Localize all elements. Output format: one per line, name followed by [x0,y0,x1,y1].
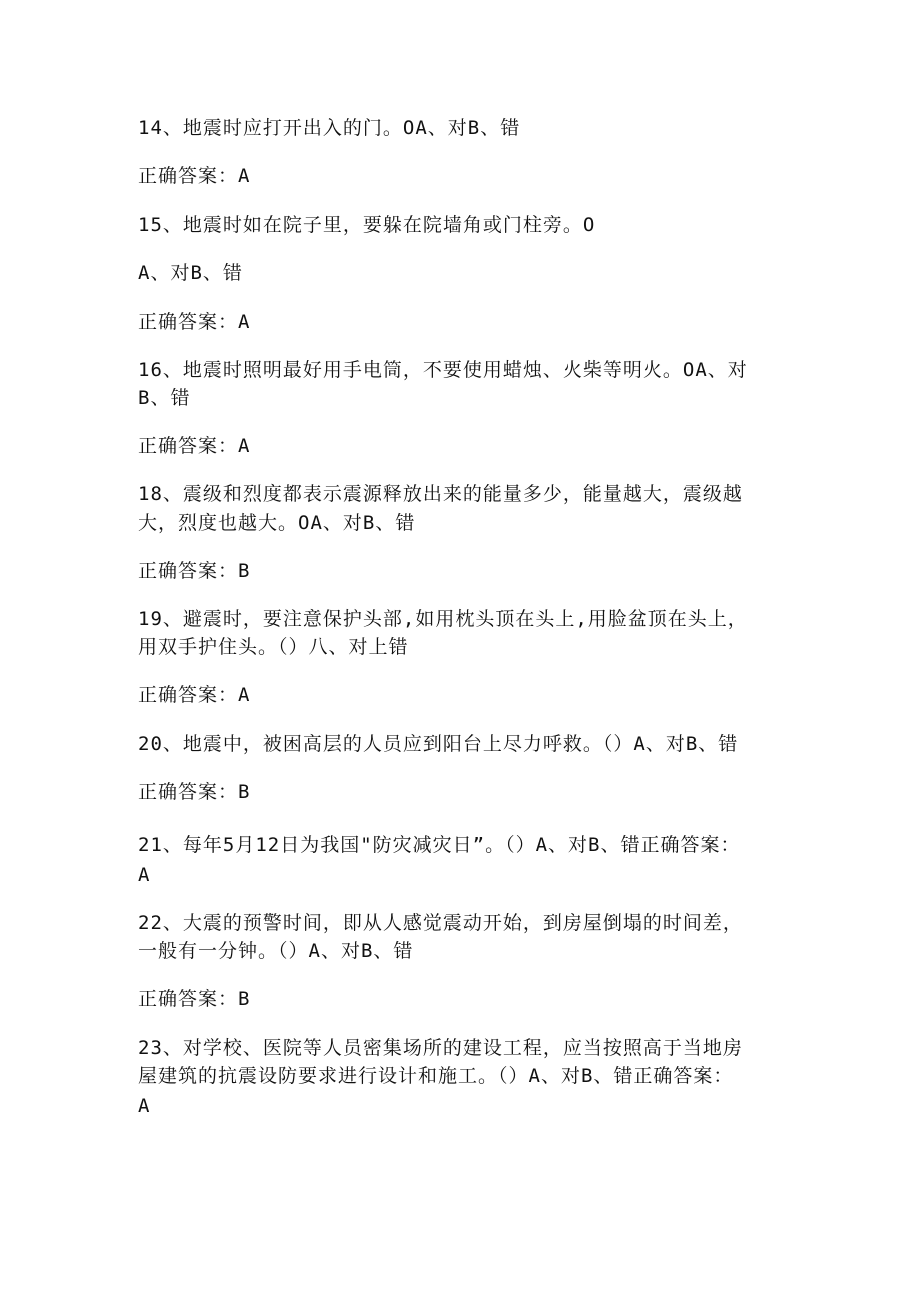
question-22-text-cont: 一般有一分钟。（）A、对B、错 [138,940,414,962]
answer-20: 正确答案：B [138,781,251,803]
question-19-text-cont: 用双手护住头。（）八、对上错 [138,636,409,658]
question-21-text: 21、每年5月12日为我国"防灾减灾日”。（）A、对B、错正确答案： [138,834,741,856]
question-23-text-cont: 屋建筑的抗震设防要求进行设计和施工。（）A、对B、错正确答案： [138,1065,734,1087]
question-16-text: 16、地震时照明最好用手电筒，不要使用蜡烛、火柴等明火。OA、对 [138,359,748,381]
answer-18: 正确答案：B [138,560,251,582]
answer-15: 正确答案：A [138,311,251,333]
question-16-text-cont: B、错 [138,387,191,409]
question-15-options: A、对B、错 [138,262,243,284]
answer-19: 正确答案：A [138,684,251,706]
question-19-text: 19、避震时，要注意保护头部,如用枕头顶在头上,用脸盆顶在头上， [138,608,748,630]
answer-23: A [138,1095,151,1117]
question-18-text: 18、震级和烈度都表示震源释放出来的能量多少，能量越大，震级越 [138,483,743,505]
question-23-text: 23、对学校、医院等人员密集场所的建设工程，应当按照高于当地房 [138,1037,743,1059]
answer-21: A [138,864,151,886]
answer-14: 正确答案：A [138,165,251,187]
question-18-text-cont: 大，烈度也越大。OA、对B、错 [138,512,416,534]
question-20-text: 20、地震中，被困高层的人员应到阳台上尽力呼救。（）A、对B、错 [138,733,739,755]
answer-22: 正确答案：B [138,988,251,1010]
question-14-text: 14、地震时应打开出入的门。OA、对B、错 [138,117,521,139]
question-22-text: 22、大震的预警时间，即从人感觉震动开始，到房屋倒塌的时间差， [138,912,743,934]
answer-16: 正确答案：A [138,435,251,457]
question-15-text: 15、地震时如在院子里，要躲在院墙角或门柱旁。O [138,214,596,236]
